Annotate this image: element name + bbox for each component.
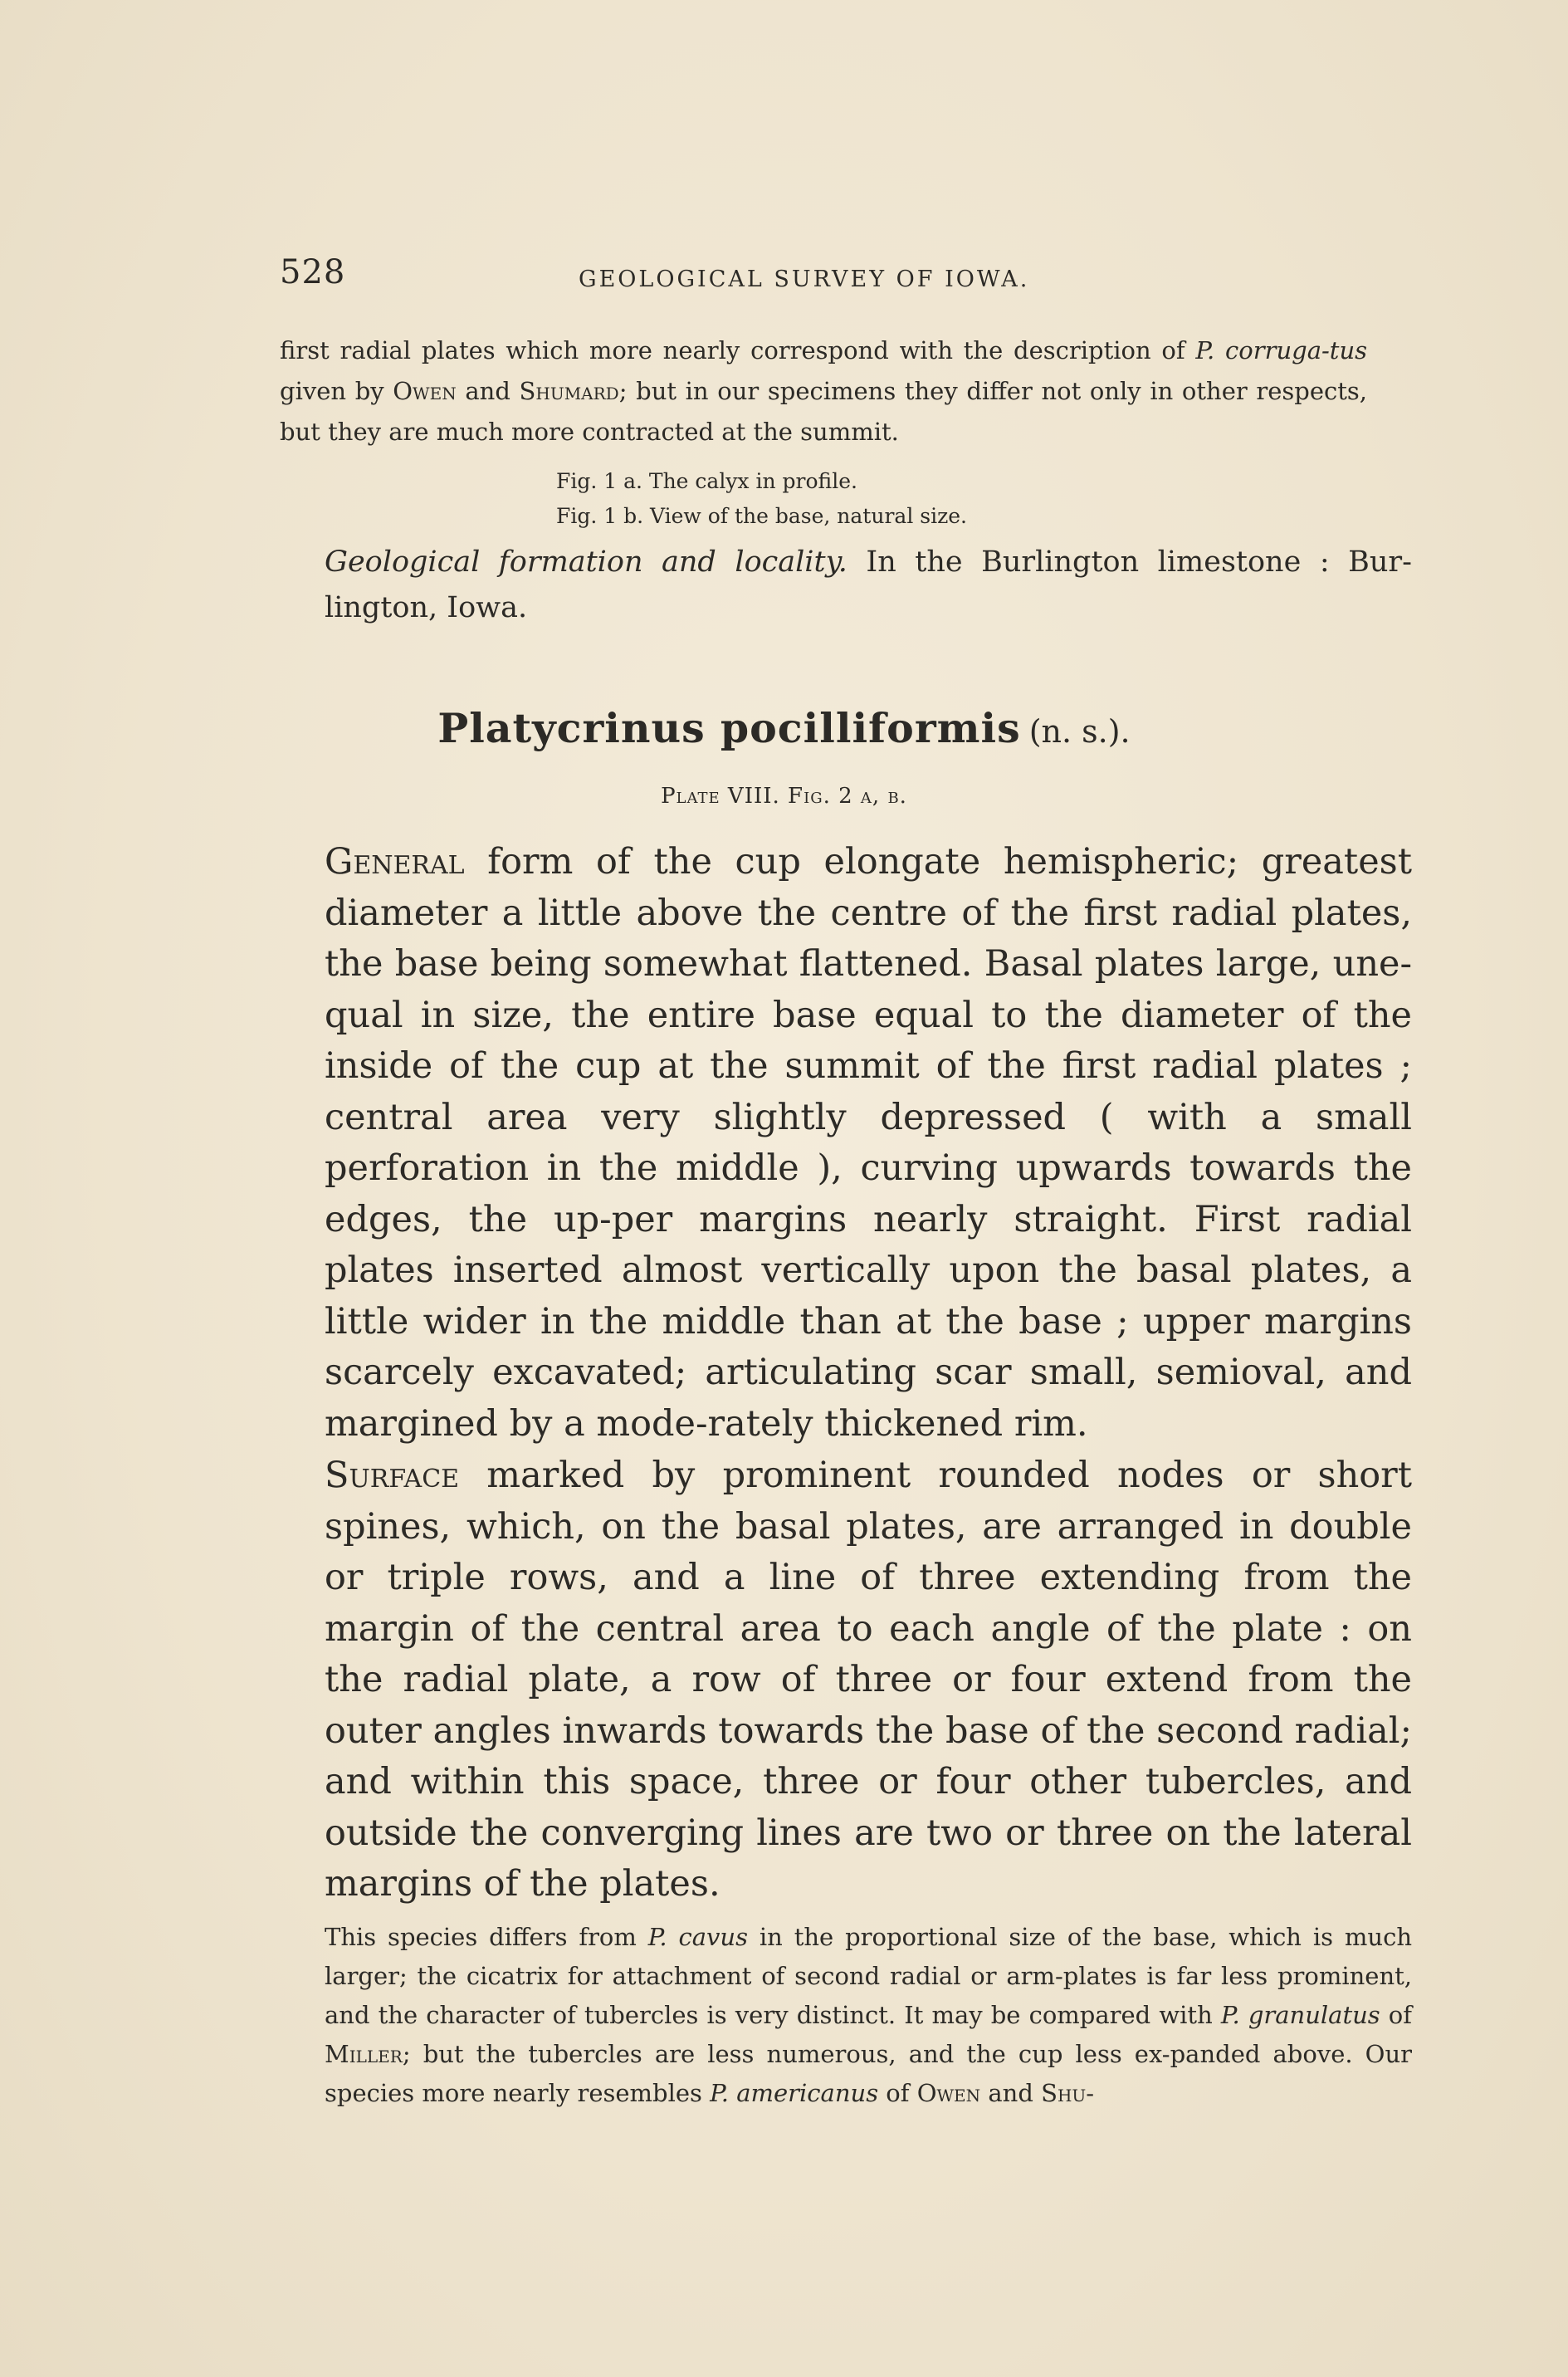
page-number: 528	[280, 253, 346, 291]
species-heading	[0, 704, 1568, 752]
author-name: Owen	[916, 2079, 981, 2107]
paragraph-lead: General	[325, 841, 465, 883]
author-name: Owen	[393, 377, 457, 405]
plate-reference: Plate VIII. Fig. 2 a, b.	[661, 784, 907, 809]
author-name: Shu-	[1041, 2079, 1095, 2107]
species-name: Platycrinus pocilliformis	[437, 704, 1021, 752]
page-header	[280, 253, 1367, 303]
figure-caption: Fig. 1 b. View of the base, natural size.	[556, 504, 967, 528]
species-note: (n. s.).	[1028, 713, 1131, 750]
author-name: Shumard	[519, 377, 619, 405]
comparison-paragraph: This species differs from P. cavus in the proportional size of the base, which is much larger; the cicatrix for attachment of second radial or arm-plates is far less prominent, and the character of tubercles is very distinct. It may be compared with P. granulatus of Miller; but the tubercles are less numerous, and the cup less ex-panded above. Our species more nearly resembles P. americanus of Owen and Shu-	[325, 1923, 1413, 2107]
description-paragraph: General form of the cup elongate hemispheric; greatest diameter a little above the centre of the first radial plates, the base being somewhat flattened. Basal plates large, une-qual in size, the entire base equal to the diameter of the inside of the cup at the summit of the first radial plates ; central area very slightly depressed ( with a small perforation in the middle ), curving upwards towards the edges, the up-per margins nearly straight. First radial plates inserted almost vertically upon the basal plates, a little wider in the middle than at the base ; upper margins scarcely excavated; articulating scar small, semioval, and margined by a mode-rately thickened rim.	[325, 841, 1412, 1445]
running-head: GEOLOGICAL SURVEY OF IOWA.	[579, 267, 1030, 292]
paragraph-lead: Surface	[325, 1455, 460, 1496]
figure-caption: Fig. 1 a. The calyx in profile.	[556, 469, 857, 493]
taxon-name: P. granulatus	[1220, 2001, 1380, 2029]
formation-label: Geological formation and locality.	[325, 545, 848, 579]
author-name: Miller	[325, 2040, 403, 2068]
taxon-name: P. cavus	[647, 1923, 748, 1951]
taxon-name: P. corruga-tus	[1195, 336, 1368, 364]
intro-paragraph: first radial plates which more nearly correspond with the description of P. corruga-tus given by Owen and Shumard; but in our specimens they differ not only in other respects, but they are much more contracted at the summit.	[280, 336, 1368, 446]
formation-paragraph: Geological formation and locality. In the Burlington limestone : Bur-lington, Iowa.	[325, 545, 1412, 624]
taxon-name: P. americanus	[710, 2079, 879, 2107]
surface-paragraph: Surface marked by prominent rounded nodes or short spines, which, on the basal plates, are arranged in double or triple rows, and a line of three extending from the margin of the central area to each angle of the plate : on the radial plate, a row of three or four extend from the outer angles inwards towards the base of the second radial; and within this space, three or four other tubercles, and outside the converging lines are two or three on the lateral margins of the plates.	[325, 1455, 1412, 1905]
